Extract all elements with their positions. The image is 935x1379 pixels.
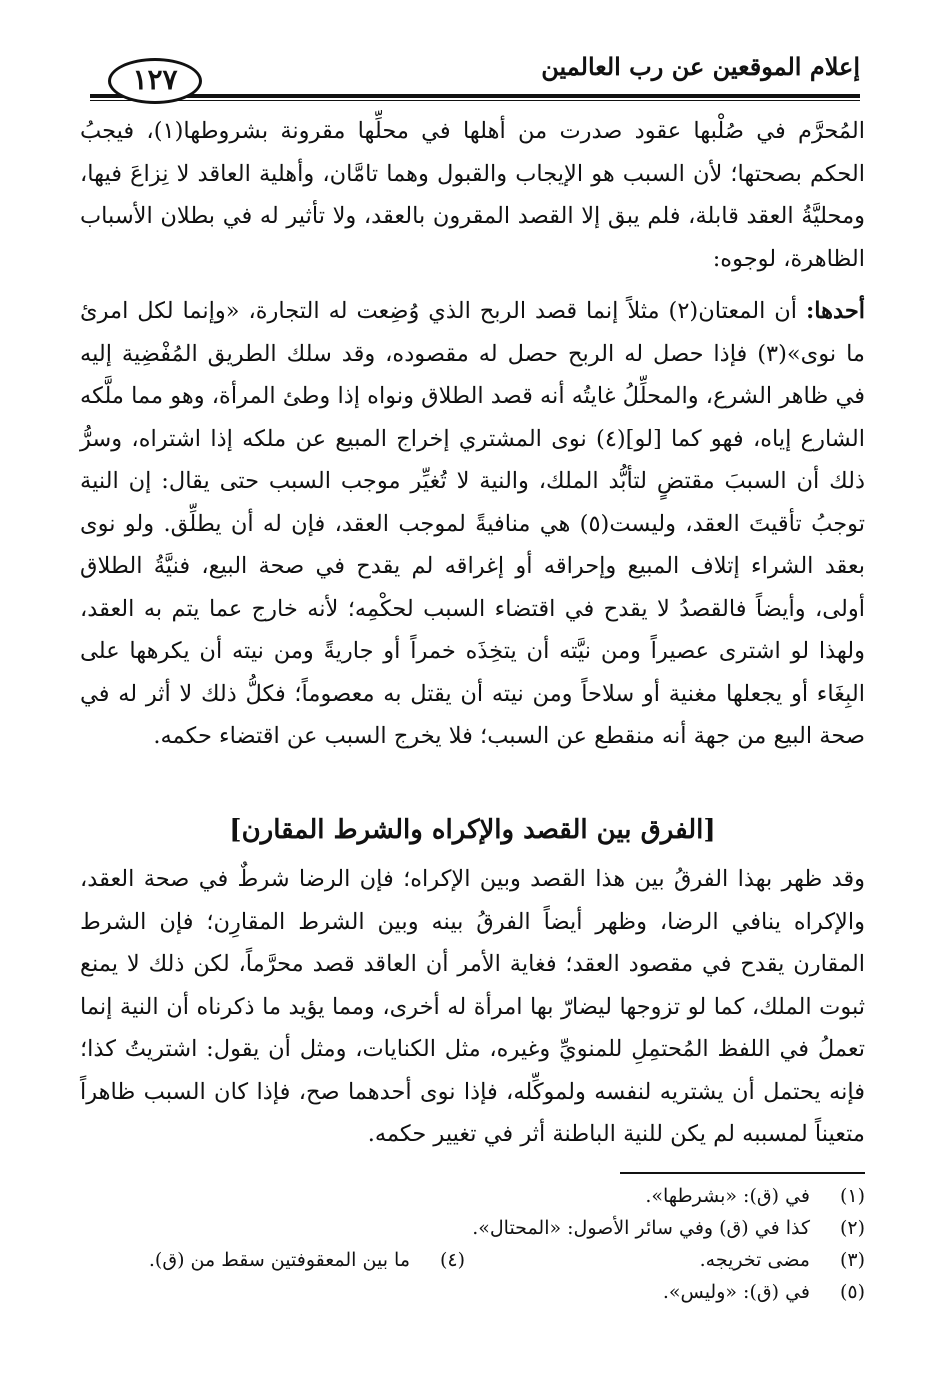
paragraph-3-text: وقد ظهر بهذا الفرقُ بين هذا القصد وبين الإكراه؛ فإن الرضا شرطٌ في صحة العقد، والإكراه ينافي الرضا، وظهر أيضاً الفرقُ بينه وبين الشرط المقارِن؛ فإن الشرط المقارن يقدح في مقصود العقد؛ فغاية الأمر أن العاقد قصد محرَّماً، لكن ذلك لا يمنع ثبوت الملك، كما لو تزوجها ليضارّ بها امرأة له أخرى، ومما يؤيد ما ذكرناه أن النية إنما تعملُ في اللفظ المُحتمِلِ للمنويِّ وغيره، مثل الكنايات، ومثل أن يقول: اشتريتُ كذا؛ فإنه يحتمل أن يشتريه لنفسه ولموكِّله، فإذا نوى أحدهما صح، فإذا كان السبب ظاهراً متعيناً لمسببه لم يكن للنية الباطنة أثر في تغيير حكمه. [80,866,865,1147]
footnote-row [80,1212,865,1244]
footnote-row [80,1180,865,1212]
section-heading: [الفرق بين القصد والإكراه والشرط المقارن] [229,815,716,845]
paragraph-3 [80,858,865,1156]
paragraph-2 [80,290,865,758]
footnotes [80,1180,865,1308]
page-header [90,44,860,104]
footnote-text: ما بين المعقوفتين سقط من (ق). [148,1249,410,1271]
footnote-3 [465,1244,865,1276]
footnote-text: كذا في (ق) وفي سائر الأصول: «المحتال». [472,1217,810,1239]
footnote-rule [620,1172,865,1174]
running-title: إعلام الموقعين عن رب العالمين [541,52,860,81]
paragraph-2-lead: أحدها: [806,298,865,324]
footnote-5 [663,1276,865,1308]
footnote-mark: (٤) [439,1249,465,1271]
footnote-text: في (ق): «وليس». [662,1281,810,1303]
paragraph-2-text: أن المعتان(٢) مثلاً إنما قصد الربح الذي وُضِعت له التجارة، «وإنما لكل امرئ ما نوى»(٣) فإذا حصل له الربح حصل له مقصوده، وقد سلك الطريق المُفْضِية إليه في ظاهر الشرع، والمحلِّلُ غايتُه أنه قصد الطلاق ونواه إذا وطئ المرأة، وهو مما ملَّكه الشارع إياه، فهو كما [لو](٤) نوى المشتري إخراج المبيع عن ملكه إذا اشتراه، وسرُّ ذلك أن السببَ مقتضٍ لتأبُّد الملك، والنية لا تُغيِّر موجب السبب حتى يقال: إن النية توجبُ تأقيتَ العقد، وليست(٥) هي منافيةً لموجب العقد، فإن له أن يطلِّق. ولو نوى بعقد الشراء إتلاف المبيع وإحراقه أو إغراقه لم يقدح في صحة البيع، فنيَّةُ الطلاق أولى، وأيضاً فالقصدُ لا يقدح في اقتضاء السبب لحكْمِه؛ لأنه خارج عما يتم به العقد، ولهذا لو اشترى عصيراً ومن نيَّته أن يتخِذَه خمراً أو جاريةً ومن نيته أن يكرهها على البِغَاء أو يجعلها مغنية أو سلاحاً ومن نيته أن يقتل به معصوماً؛ فكلُّ ذلك لا أثر له في صحة البيع من جهة أنه منقطع عن السبب؛ فلا يخرج السبب عن اقتضاء حكمه. [80,298,865,749]
footnote-mark: (٢) [839,1217,865,1239]
footnote-row [80,1244,865,1276]
paragraph-1-text: المُحرَّم في صُلْبها عقود صدرت من أهلها في محلِّها مقرونة بشروطها(١)، فيجبُ الحكم بصحتها؛ لأن السبب هو الإيجاب والقبول وهما تامَّان، وأهلية العاقد لا نِزاعَ فيها، ومحليَّةُ العقد قابلة، فلم يبق إلا القصد المقرون بالعقد، ولا تأثير له في بطلان الأسباب الظاهرة، لوجوه: [80,118,865,272]
footnote-row [80,1276,865,1308]
footnote-text: مضى تخريجه. [699,1249,810,1271]
header-rule [90,94,860,101]
footnote-2 [472,1212,865,1244]
footnote-mark: (٥) [839,1281,865,1303]
footnote-1 [645,1180,865,1212]
footnote-text: في (ق): «بشرطها». [645,1185,810,1207]
footnote-mark: (٣) [839,1249,865,1271]
footnote-mark: (١) [839,1185,865,1207]
footnote-4 [149,1244,465,1276]
page-number: ١٢٧ [108,58,202,104]
paragraph-1 [80,110,865,280]
